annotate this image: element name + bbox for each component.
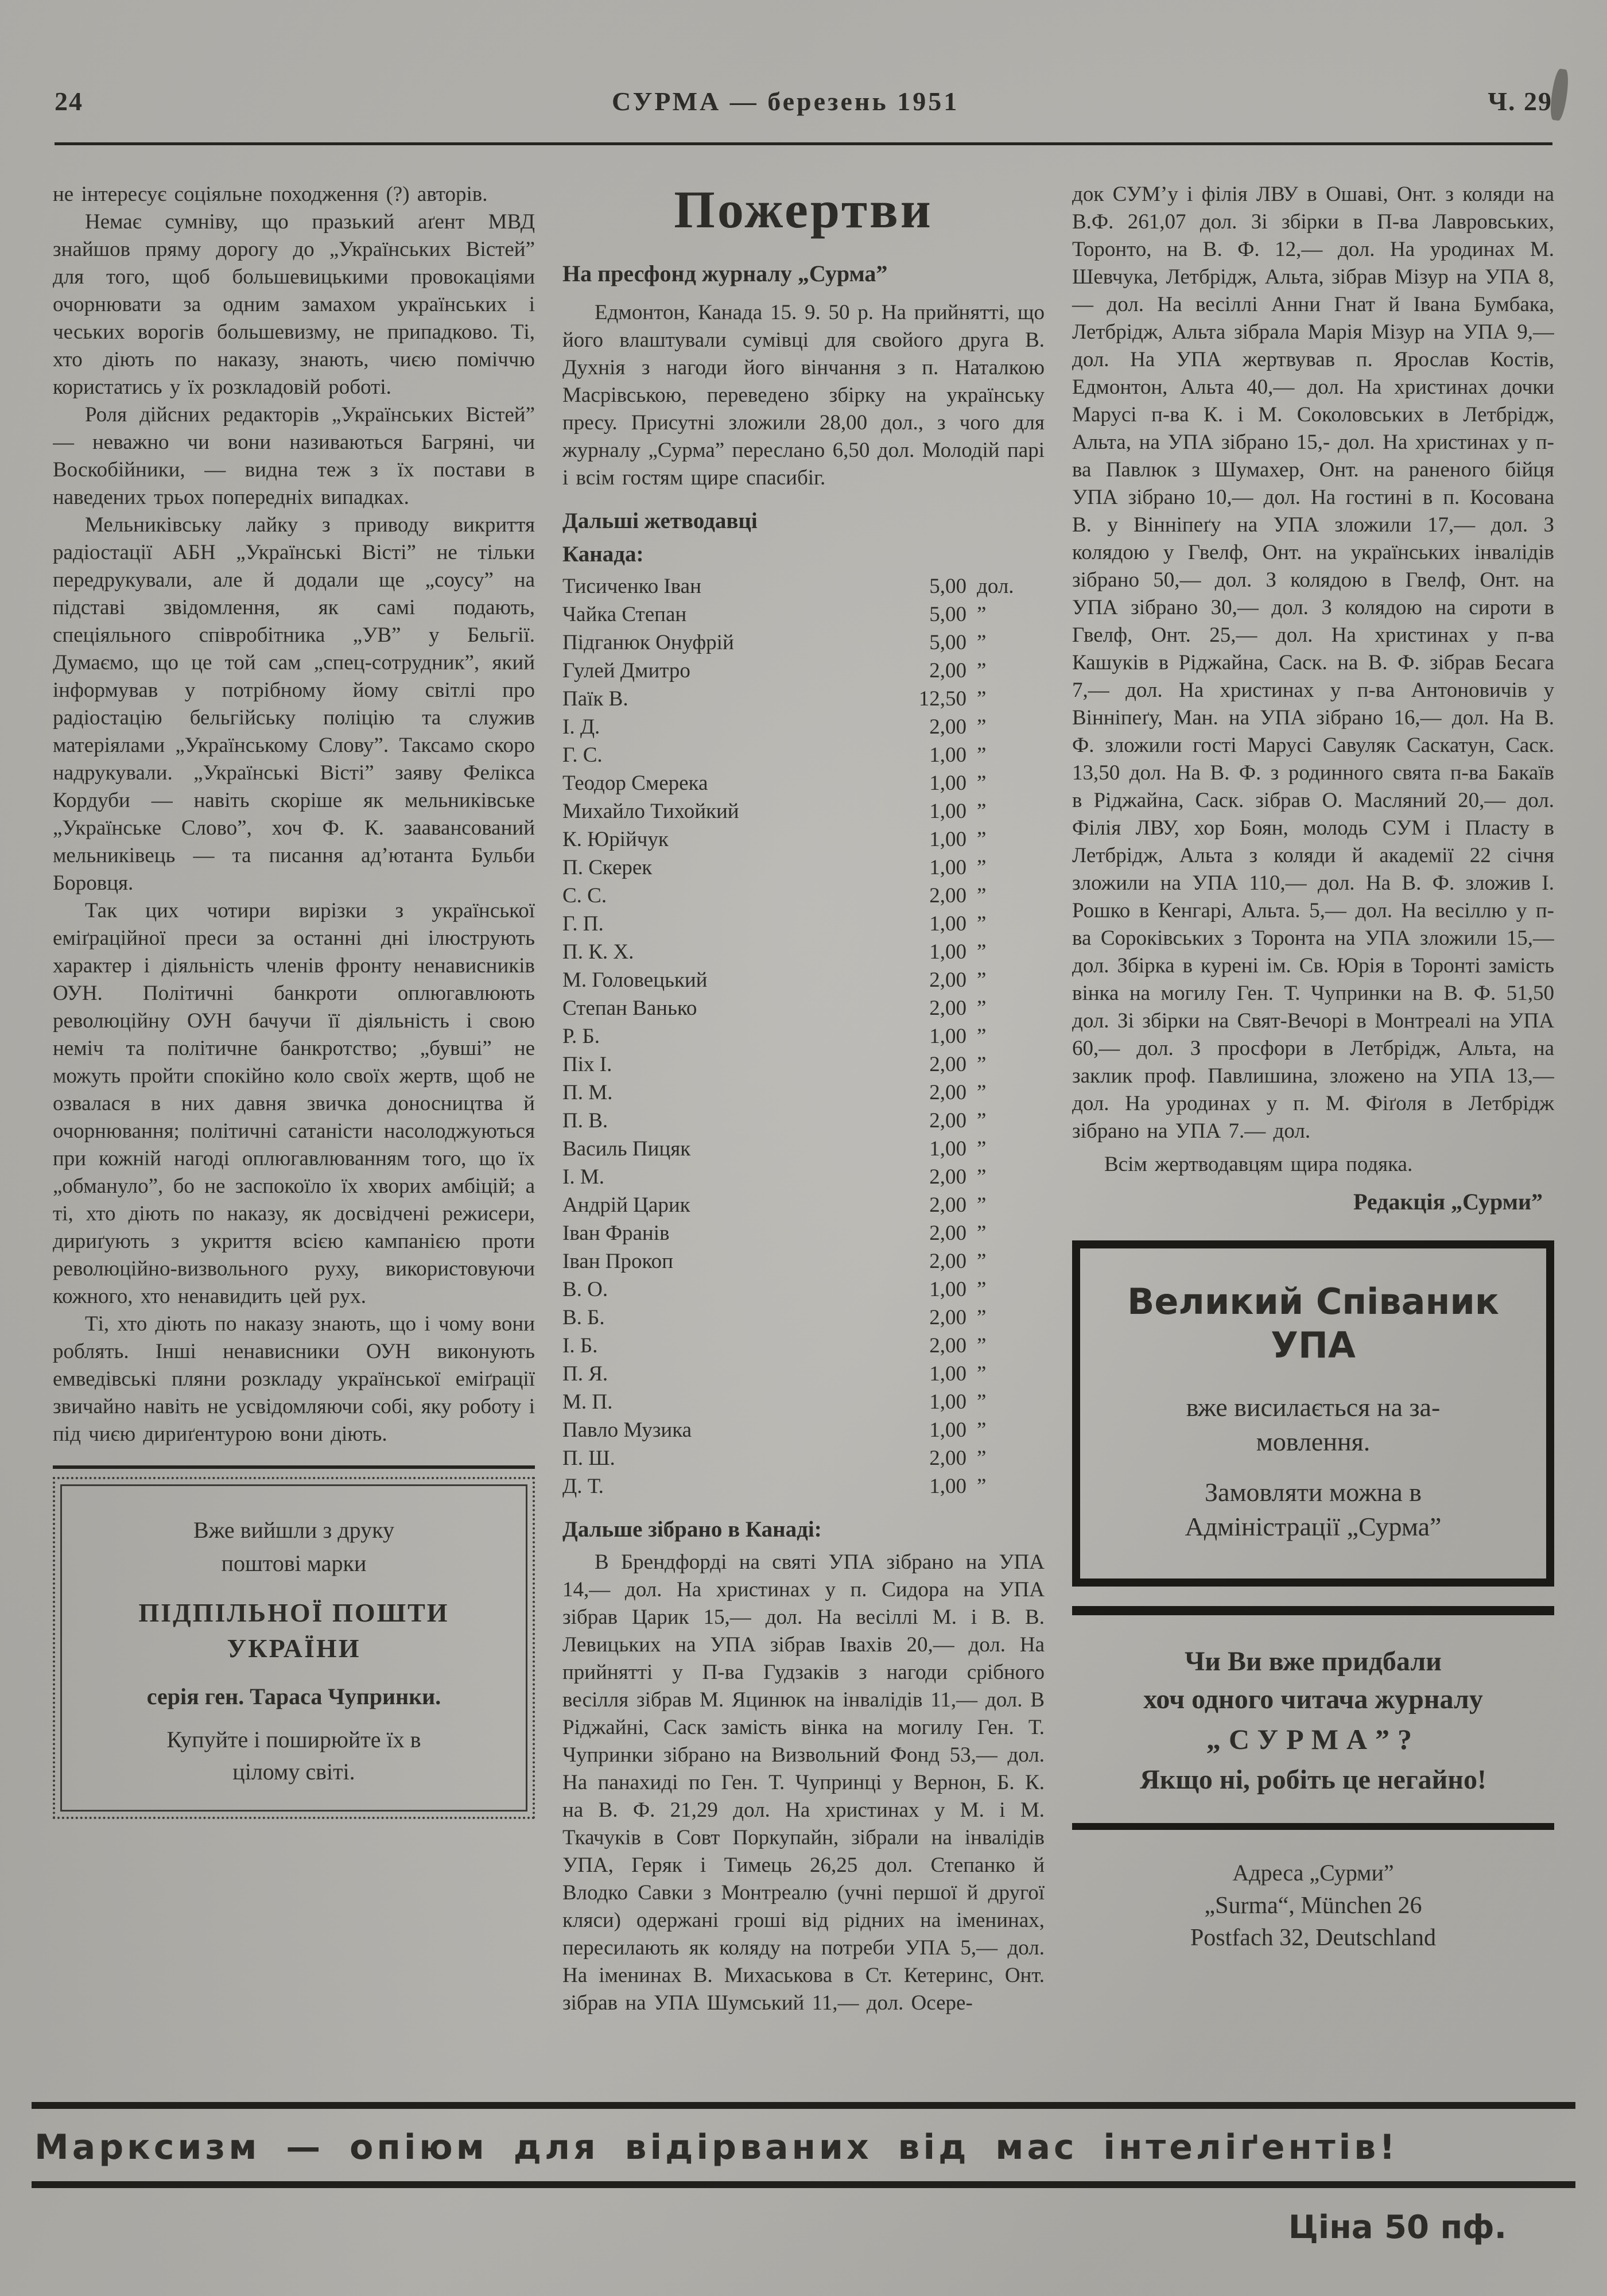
donor-amount: 1,00 (929, 912, 966, 936)
page-title: СУРМА — березень 1951 (611, 87, 960, 116)
article-paragraph: Роля дійсних редакторів „Українських Вістей” — неважно чи вони називаються Багряні, чи Воскобійники, — видна теж з їх постави в наведених трьох попередніх випадках. (53, 403, 535, 509)
donor-name: Г. С. (562, 743, 603, 767)
footer-rule (32, 2102, 1575, 2109)
donor-amount: 2,00 (929, 1306, 966, 1329)
songbook-ad-title (1097, 1280, 1529, 1367)
donor-amount: 2,00 (929, 1334, 966, 1358)
donor-currency: ” (977, 968, 987, 992)
address-line: „Surma“, München 26 (1204, 1892, 1422, 1919)
donor-name: Михайло Тихойкий (562, 800, 739, 823)
issue-number: Ч. 29 (1488, 87, 1552, 116)
donor-currency: ” (977, 1446, 987, 1470)
donor-list-heading: Дальші жетводавці (562, 509, 758, 533)
donor-currency: ” (977, 1306, 987, 1329)
donor-currency: ” (977, 659, 987, 682)
donor-currency: ” (977, 800, 987, 823)
donor-amount: 1,00 (929, 771, 966, 795)
more-collected-heading: Дальше зібрано в Канаді: (562, 1517, 822, 1542)
editorial-signature: Редакція „Сурми” (1353, 1189, 1543, 1215)
donor-amount: 5,00 (929, 603, 966, 626)
donations-intro: Едмонтон, Канада 15. 9. 50 р. На прийнятті, що його влаштували сумівці для свойого друга В. Духнія з нагоди його вінчання з п. Наталкою Масрівською, переведено збірку на українську пресу. Присутні зложили 28,00 дол., з чого для журналу „Сурма” переслано 6,50 дол. Молодій парі і всім гостям щире спасибіг. (562, 301, 1045, 490)
donor-row (562, 825, 1045, 854)
donor-name: Піх І. (562, 1053, 612, 1076)
donations-subheading: На пресфонд журналу „Сурма” (562, 261, 888, 286)
column-middle (562, 181, 1045, 2092)
donor-amount: 2,00 (929, 1081, 966, 1104)
donor-row (562, 854, 1045, 882)
stamps-ad-intro-line: поштові марки (221, 1550, 367, 1576)
donor-amount: 2,00 (929, 1193, 966, 1217)
donor-name: Підганюк Онуфрій (562, 631, 734, 654)
songbook-ad-line: Замовляти можна в (1204, 1477, 1422, 1507)
donor-currency: ” (977, 1334, 987, 1358)
donor-name: Чайка Степан (562, 603, 687, 626)
donor-name: Тисиченко Іван (562, 575, 701, 598)
donor-name: В. Б. (562, 1306, 605, 1329)
donor-amount: 1,00 (929, 828, 966, 851)
donor-currency: ” (977, 912, 987, 936)
donations-heading: Пожертви (674, 181, 933, 239)
donor-name: П. М. (562, 1081, 613, 1104)
donor-currency: ” (977, 1081, 987, 1104)
donor-row (562, 1360, 1045, 1388)
donor-amount: 1,00 (929, 1475, 966, 1498)
address-line: Адреса „Сурми” (1232, 1860, 1394, 1886)
column-right (1072, 181, 1554, 2092)
donor-name: П. В. (562, 1109, 608, 1133)
article-paragraph: Немає сумніву, що празький аґент МВД знайшов пряму дорогу до „Українських Вістей” для того, щоб большевицькими провокаціями очорнювати за одним замахом українських і чеських ворогів большевизму, не припадково. Ті, хто діють по наказу, знають, чиєю поміччю користатись у їх розкладовій роботі. (53, 210, 535, 399)
donor-name: І. Б. (562, 1334, 598, 1358)
masthead (55, 86, 1552, 117)
stamps-ad-intro-line: Вже вийшли з друку (193, 1517, 394, 1543)
donor-name: М. Головецький (562, 968, 708, 992)
donor-currency: ” (977, 687, 987, 711)
donor-row (562, 1247, 1045, 1275)
songbook-ad-box (1072, 1240, 1554, 1587)
reader-ad-box (1072, 1606, 1554, 1830)
songbook-ad-title-line: Великий Співаник (1127, 1281, 1499, 1322)
donor-name: Василь Пицяк (562, 1137, 691, 1161)
article-paragraph: не інтересує соціяльне походження (?) авторів. (53, 183, 488, 206)
donor-currency: ” (977, 1390, 987, 1414)
donor-row (562, 1275, 1045, 1304)
donor-amount: 2,00 (929, 1109, 966, 1133)
donor-row (562, 741, 1045, 769)
songbook-ad-line: мовлення. (1256, 1427, 1371, 1456)
donor-row (562, 1332, 1045, 1360)
donor-amount: 2,00 (929, 1221, 966, 1245)
donor-list (562, 572, 1045, 1500)
donor-currency: ” (977, 856, 987, 879)
donor-row (562, 797, 1045, 825)
reader-ad-line: „СУРМА”? (1206, 1723, 1420, 1755)
column-rule (53, 1465, 535, 1469)
donor-amount: 1,00 (929, 940, 966, 964)
donor-row (562, 1444, 1045, 1472)
donor-amount: 1,00 (929, 1418, 966, 1442)
donor-name: Паїк В. (562, 687, 628, 711)
donor-amount: 1,00 (929, 1362, 966, 1386)
donor-row (562, 572, 1045, 600)
article-body (53, 181, 535, 1448)
footer-slogan: Марксизм — опіюм для відірваних від мас інтеліґентів! (34, 2127, 1399, 2167)
donor-name: П. К. Х. (562, 940, 634, 964)
donor-amount: 1,00 (929, 1390, 966, 1414)
donor-name: І. Д. (562, 715, 600, 739)
donor-row (562, 938, 1045, 966)
more-collected-text: В Брендфорді на святі УПА зібрано на УПА 14,— дол. На христинах у п. Сидора на УПА зібрав Царик 15,— дол. На весіллі М. і В. В. Левицьких на УПА зібрав Івахів 20,— дол. На прийнятті у П-ва Гудзаків з нагоди срібного весілля зібрав М. Яцинюк на інвалідів 11,— дол. В Ріджайні, Саск замість вінка на могилу Ген. Т. Чупринки зібрано на Визвольний Фонд 53,— дол. На панахиді по Ген. Т. Чупринці у Вернон, Б. К. на В. Ф. 21,29 дол. На христинах у М. і М. Ткачуків в Совт Поркупайн, зібрали на інвалідів УПА, Геряк і Тимець 26,25 дол. Степанко й Влодко Савки з Монтреалю (учні першої й другої кляси) одержані гроші від рідних на іменинах, пересилають як коляду на потреби УПА 5,— дол. На іменинах В. Михаськова в Ст. Кетеринс, Онт. зібрав на УПА Шумський 11,— дол. Осере- (562, 1550, 1045, 2015)
donor-currency: ” (977, 631, 987, 654)
donor-currency: ” (977, 1109, 987, 1133)
donor-amount: 2,00 (929, 884, 966, 907)
donor-row (562, 966, 1045, 994)
donor-amount: 2,00 (929, 1446, 966, 1470)
donor-currency: ” (977, 743, 987, 767)
donor-row (562, 600, 1045, 629)
donor-currency: ” (977, 1418, 987, 1442)
stamps-ad-title-line: УКРАЇНИ (227, 1634, 361, 1663)
donor-amount: 1,00 (929, 856, 966, 879)
donor-row (562, 1304, 1045, 1332)
donor-name: П. Я. (562, 1362, 608, 1386)
donor-name: Гулей Дмитро (562, 659, 690, 682)
donor-row (562, 713, 1045, 741)
donor-name: Г. П. (562, 912, 604, 936)
donor-currency: ” (977, 1221, 987, 1245)
donor-region-label: Канада: (562, 542, 644, 567)
donor-name: М. П. (562, 1390, 613, 1414)
donor-row (562, 1388, 1045, 1416)
donor-amount: 5,00 (929, 631, 966, 654)
donor-name: Р. Б. (562, 1025, 600, 1048)
donor-name: І. М. (562, 1165, 604, 1189)
column-left (53, 181, 535, 2092)
donor-name: П. Ш. (562, 1446, 615, 1470)
donor-row (562, 1191, 1045, 1219)
address-block (1072, 1856, 1554, 1954)
donor-currency: ” (977, 1362, 987, 1386)
article-paragraph: Мельниківську лайку з приводу викриття радіостації АБН „Українські Вісті” не тільки передрукували, але й додали ще „соусу” на підставі звідомлення, як самі подають, спеціяльного співробітника „УВ” у Бельгії. Думаємо, що це той сам „спец-сотрудник”, який інформував у потрібному йому світлі про радіостацію бельгійську поліцію та служив матеріялами „Українському Слову”. Таксамо скоро надрукували. „Українські Вісті” заяву Фелікса Кордуби — навіть скоріше як мельниківське „Українське Слово”, хоч Ф. К. заавансований мельниківець — та писання ад’ютанта Бульби Боровця. (53, 513, 535, 895)
donor-amount: 12,50 (918, 687, 966, 711)
donor-currency: ” (977, 603, 987, 626)
donor-row (562, 1416, 1045, 1444)
donor-currency: ” (977, 1475, 987, 1498)
stamps-ad-box (53, 1477, 535, 1819)
donor-amount: 1,00 (929, 1025, 966, 1048)
article-paragraph: Ті, хто діють по наказу знають, що і чому вони роблять. Інші ненависники ОУН виконують емведівські пляни розкладу української еміґрації звичайно навіть не усвідомляючи собі, яку роботу і під чиєю дириґентурою вони діють. (53, 1312, 535, 1446)
donor-name: Теодор Смерека (562, 771, 708, 795)
page-number: 24 (55, 87, 83, 116)
masthead-rule (55, 142, 1552, 145)
donor-currency: ” (977, 1137, 987, 1161)
donor-amount: 2,00 (929, 1165, 966, 1189)
donor-amount: 2,00 (929, 996, 966, 1020)
donor-amount: 2,00 (929, 1250, 966, 1273)
songbook-ad-title-line: УПА (1271, 1324, 1356, 1366)
price-label: Ціна 50 пф. (1288, 2209, 1507, 2246)
donor-amount: 2,00 (929, 715, 966, 739)
songbook-ad-line: Адміністрації „Сурма” (1185, 1512, 1442, 1541)
donor-currency: ” (977, 1025, 987, 1048)
reader-ad-content (1072, 1615, 1554, 1823)
reader-ad-top-bar (1072, 1606, 1554, 1615)
donor-row (562, 1163, 1045, 1191)
donor-amount: 1,00 (929, 800, 966, 823)
stamps-ad-cta-line: Купуйте і поширюйте їх в (166, 1727, 421, 1752)
donor-amount: 2,00 (929, 1053, 966, 1076)
donor-row (562, 657, 1045, 685)
stamps-ad-cta-line: цілому світі. (232, 1759, 355, 1785)
donor-name: Іван Прокоп (562, 1250, 673, 1273)
donor-row (562, 910, 1045, 938)
donor-name: Андрій Царик (562, 1193, 690, 1217)
donor-row (562, 629, 1045, 657)
donor-row (562, 769, 1045, 797)
donor-row (562, 685, 1045, 713)
donor-currency: ” (977, 884, 987, 907)
stamps-ad-series-line: серія ген. Тараса Чупринки. (146, 1684, 441, 1709)
donor-row (562, 1472, 1045, 1500)
donor-row (562, 1050, 1045, 1079)
donor-name: С. С. (562, 884, 607, 907)
reader-ad-line: хоч одного читача журналу (1143, 1684, 1483, 1715)
donor-row (562, 1219, 1045, 1247)
donor-currency: ” (977, 1193, 987, 1217)
address-line: Postfach 32, Deutschland (1190, 1925, 1437, 1951)
songbook-ad-line: вже висилається на за- (1186, 1393, 1441, 1422)
donor-name: Павло Музика (562, 1418, 692, 1442)
donor-row (562, 1022, 1045, 1050)
donor-name: Степан Ванько (562, 996, 697, 1020)
donations-continuation: док СУМ’у і філія ЛВУ в Ошаві, Онт. з коляди на В.Ф. 261,07 дол. Зі збірки в П-ва Лавровських, Торонто, на В. Ф. 12,— дол. На уродинах М. Шевчука, Летбрідж, Альта, зібрав Мізур на УПА 8,— дол. На весіллі Анни Гнат й Івана Бумбака, Летбрідж, Альта зібрала Марія Мізур на УПА 9,— дол. На УПА жертвував п. Ярослав Костів, Едмонтон, Альта 40,— дол. На христинах дочки Марусі п-ва К. і М. Соколовських в Летбрідж, Альта, на УПА зібрано 15,- дол. На христинах у п-ва Павлюк з Шумахер, Онт. на раненого бійця УПА зібрано 10,— дол. На гостині в п. Косована В. у Вінніпеґу на УПА зложили 17,— дол. З колядою у Гвелф, Онт. на українських інвалідів зібрано 50,— дол. З колядою в Гвелф, Онт. на УПА зібрано 30,— дол. З колядою на сироти в Гвелф, Онт. 25,— дол. На христинах у п-ва Кашуків в Ріджайна, Саск. на В. Ф. зібрав Бесага 7,— дол. На христинах у п-ва Антоновичів у Вінніпеґу, Ман. на УПА зібрано 16,— дол. На В. Ф. зложили гості Марусі Савуляк Саскатун, Саск. 13,50 дол. На В. Ф. з родинного свята п-ва Бакаїв в Ріджайна, Саск. зібрав О. Масляний 20,— дол. Філія ЛВУ, хор Боян, молодь СУМ і Пласту в Летбрідж, Альта з коляди й академії 22 січня зложили на УПА 110,— дол. На В. Ф. зложив І. Рошко в Кенгарі, Альта. 5,— дол. На весіллю у п-ва Сороківських з Торонта на УПА зложили 15,— дол. Збірка в курені ім. Св. Юрія в Торонті замість вінка на могилу Ген. Т. Чупринки на В. Ф. 51,50 дол. Зі збірки на Свят-Вечорі в Монтреалі на УПА 60,— дол. З просфори в Летбрідж, Альта, на заклик проф. Павлишина, зложено на УПА 13,— дол. На уродинах у п. М. Фіґоля в Летбрідж зібрано на УПА 7.— дол. (1072, 183, 1554, 1143)
donor-currency: ” (977, 1165, 987, 1189)
donor-currency: ” (977, 771, 987, 795)
donor-row (562, 1135, 1045, 1163)
donor-name: Д. Т. (562, 1475, 604, 1498)
donor-amount: 2,00 (929, 968, 966, 992)
thanks-text: Всім жертводавцям щира подяка. (1104, 1153, 1413, 1176)
donor-row (562, 1079, 1045, 1107)
donor-currency: ” (977, 1053, 987, 1076)
donor-currency: ” (977, 996, 987, 1020)
donor-currency: ” (977, 715, 987, 739)
donor-name: П. Скерек (562, 856, 653, 879)
stamps-ad-title-line: ПІДПІЛЬНОЇ ПОШТИ (138, 1598, 449, 1627)
footer-rule (32, 2181, 1575, 2188)
donor-currency: ” (977, 940, 987, 964)
article-paragraph: Так цих чотири вирізки з української еміґраційної преси за останні дні ілюструють характер і діяльність членів фронту ненависників ОУН. Політичні банкроти оплюгавлюють революційну ОУН бачучи її діяльність і свою неміч та політичне банкротство; „бувші” не можуть пройти спокійно коло своїх жертв, щоб не озвалася в них давня звичка доносництва й очорнювання; політичні сатаністи насолоджуються при кожній нагоді оплюгавлюванням того, що їх „обмануло”, бо не заспокоїло їх хворих амбіцій; а ті, хто діють по наказу, як досвідчені режисери, дириґують з укриття всією кампанією проти революційно-визвольного руху, використовуючи кожного, хто ненавидить цей рух. (53, 899, 535, 1308)
donor-currency: ” (977, 1278, 987, 1301)
page-columns (53, 181, 1554, 2092)
donor-name: В. О. (562, 1278, 608, 1301)
reader-ad-line: Якщо ні, робіть це негайно! (1140, 1764, 1486, 1795)
donor-name: К. Юрійчук (562, 828, 669, 851)
donor-name: Іван Франів (562, 1221, 670, 1245)
reader-ad-bottom-bar (1072, 1823, 1554, 1830)
donor-amount: 1,00 (929, 1278, 966, 1301)
donor-row (562, 882, 1045, 910)
reader-ad-line: Чи Ви вже придбали (1185, 1646, 1442, 1677)
donor-row (562, 1107, 1045, 1135)
donor-amount: 5,00 (929, 575, 966, 598)
donor-currency: ” (977, 1250, 987, 1273)
donor-currency: дол. (977, 575, 1014, 598)
donor-currency: ” (977, 828, 987, 851)
donor-amount: 1,00 (929, 1137, 966, 1161)
donor-amount: 1,00 (929, 743, 966, 767)
donor-row (562, 994, 1045, 1022)
donor-amount: 2,00 (929, 659, 966, 682)
